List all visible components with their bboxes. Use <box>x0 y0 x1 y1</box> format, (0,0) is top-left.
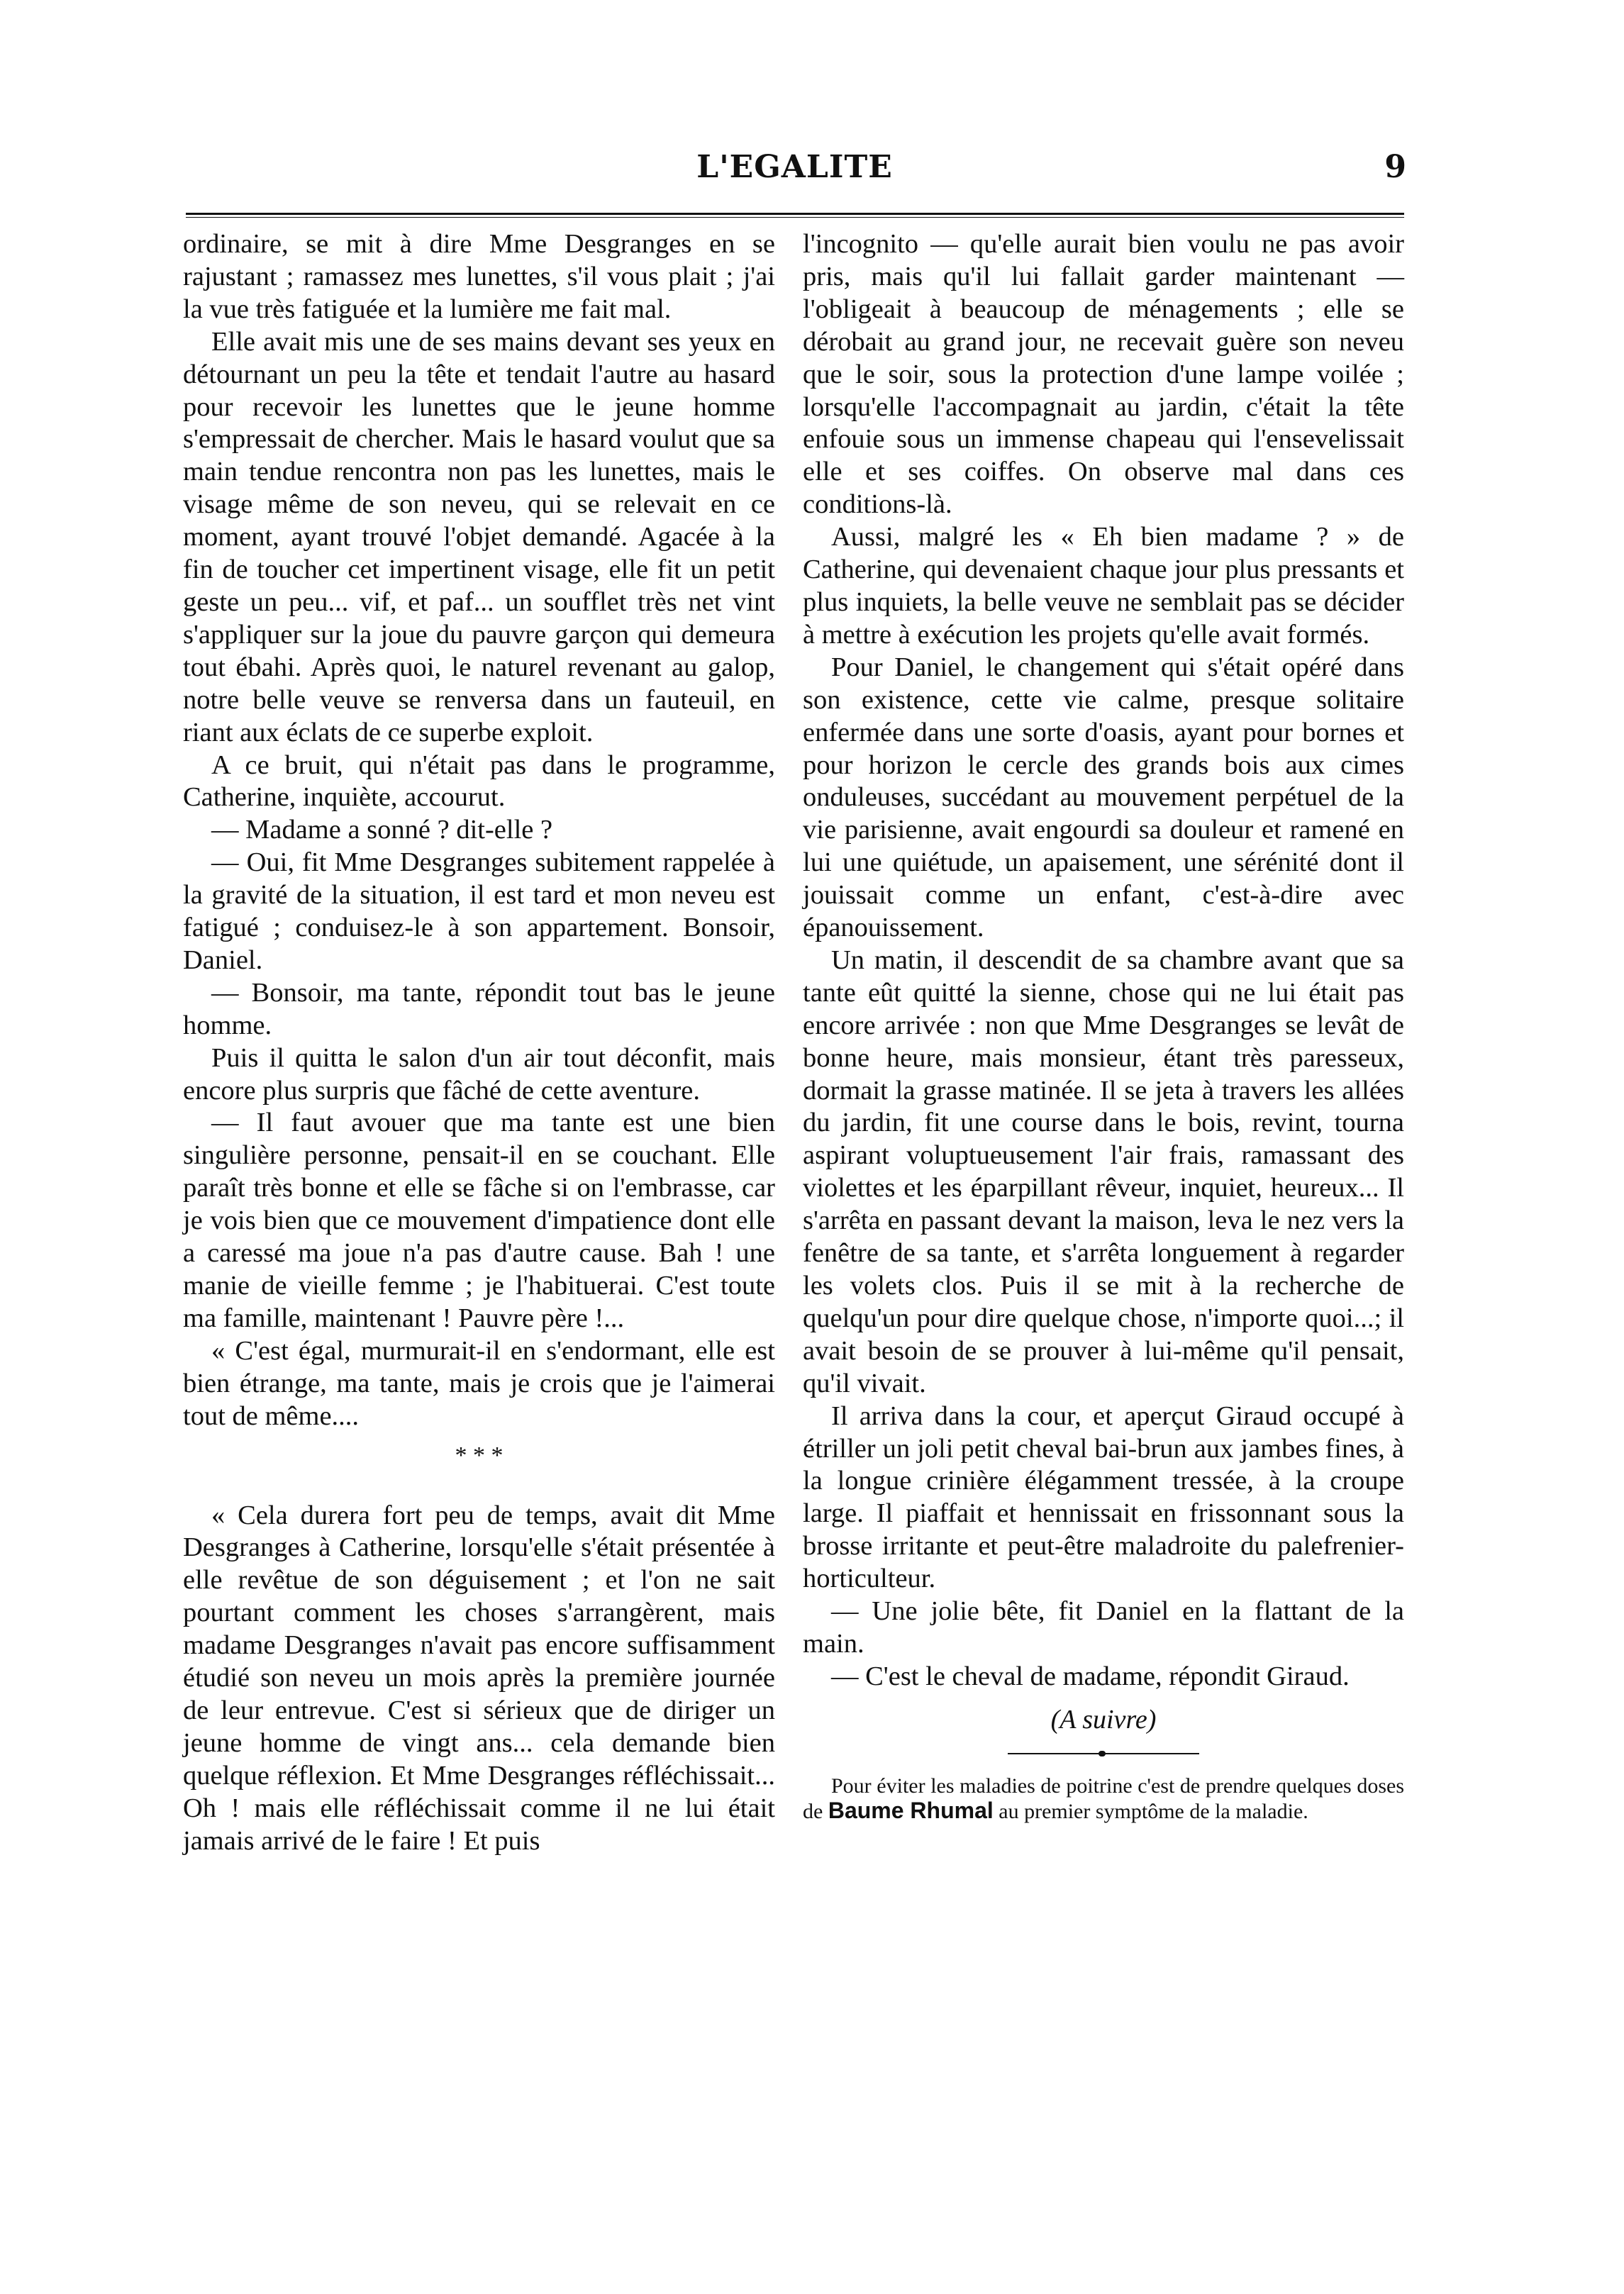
section-separator: * * * <box>455 1442 504 1469</box>
paragraph: Un matin, il descendit de sa chambre avant que sa tante eût quitté la sienne, chose qui ne lui était pas encore arrivée : non que Mme Desgranges se levât de bonne heure, mais monsieur, étant très paresseux, dormait la grasse matinée. Il se jeta à travers les allées du jardin, fit une course dans le bois, revint, tourna aspirant voluptueusement l'air frais, ramassant des violettes et les éparpillant rêveur, inquiet, heureux... Il s'arrêta en passant devant la maison, leva le nez vers la fenêtre de sa tante, et s'arrêta longuement à regarder les volets clos. Puis il se mit à la recherche de quelqu'un pour dire quelque chose, n'importe quoi...; il avait besoin de se prouver à lui-même qu'il pensait, qu'il vivait. <box>803 945 1404 1398</box>
paragraph: « Cela durera fort peu de temps, avait dit Mme Desgranges à Catherine, lorsqu'elle s'était présentée à elle revêtue de son déguisement ; et l'on ne sait pourtant comment les choses s'arrangèrent, mais madame Desgranges n'avait pas encore suffisamment étudié son neveu un mois après la première journée de leur entrevue. C'est si sérieux que de diriger un jeune homme de vingt ans... cela demande bien quelque réflexion. Et Mme Desgranges réfléchissait... Oh ! mais elle réfléchissait comme il ne lui était jamais arrivé de le faire ! Et puis <box>183 1500 775 1856</box>
publication-title: L'EGALITE <box>696 149 893 185</box>
advertisement-brand: Baume Rhumal <box>828 1797 994 1823</box>
advertisement-text-end: au premier symptôme de la maladie. <box>993 1799 1308 1823</box>
page-header <box>183 149 1406 191</box>
paragraph: — Oui, fit Mme Desgranges subitement rappelée à la gravité de la situation, il est tard et mon neveu est fatigué ; conduisez-le à son appartement. Bonsoir, Daniel. <box>183 847 775 975</box>
paragraph: « C'est égal, murmurait-il en s'endormant, elle est bien étrange, ma tante, mais je crois que je l'aimerai tout de même.... <box>183 1335 775 1431</box>
paragraph: ordinaire, se mit à dire Mme Desgranges en se rajustant ; ramassez mes lunettes, s'il vous plait ; j'ai la vue très fatiguée et la lumière me fait mal. <box>183 229 775 324</box>
paragraph: l'incognito — qu'elle aurait bien voulu ne pas avoir pris, mais qu'il lui fallait garder maintenant — l'obligeait à beaucoup de ménagements ; elle se dérobait au grand jour, ne recevait guère son neveu que le soir, sous la protection d'une lampe voilée ; lorsqu'elle l'accompagnait au jardin, c'était la tête enfouie sous un immense chapeau qui l'ensevelissait elle et ses coiffes. On observe mal dans ces conditions-là. <box>803 229 1404 520</box>
paragraph: Puis il quitta le salon d'un air tout déconfit, mais encore plus surpris que fâché de cette aventure. <box>183 1042 775 1106</box>
to-be-continued: (A suivre) <box>1050 1704 1157 1735</box>
divider-ornament <box>1099 1751 1106 1756</box>
right-column <box>803 228 1404 1824</box>
paragraph: Aussi, malgré les « Eh bien madame ? » de Catherine, qui devenaient chaque jour plus pressants et plus inquiets, la belle veuve ne semblait pas se décider à mettre à exécution les projets qu'elle avait formés. <box>803 522 1404 650</box>
paragraph: Elle avait mis une de ses mains devant ses yeux en détournant un peu la tête et tendait l'autre au hasard pour recevoir les lunettes que le jeune homme s'empressait de chercher. Mais le hasard voulut que sa main tendue rencontra non pas les lunettes, mais le visage même de son neveu, qui se relevait en ce moment, ayant trouvé l'objet demandé. Agacée à la fin de toucher cet impertinent visage, elle fit un petit geste un peu... vif, et paf... un soufflet très net vint s'appliquer sur la joue du pauvre garçon qui demeura tout ébahi. Après quoi, le naturel revenant au galop, notre belle veuve se renversa dans un fauteuil, en riant aux éclats de ce superbe exploit. <box>183 326 775 747</box>
paragraph: — Il faut avouer que ma tante est une bien singulière personne, pensait-il en se couchant. Elle paraît très bonne et elle se fâche si on l'embrasse, car je vois bien que ce mouvement d'impatience dont elle a caressé ma joue n'a pas d'autre cause. Bah ! une manie de vieille femme ; je l'habituerai. C'est toute ma famille, maintenant ! Pauvre père !... <box>183 1108 775 1333</box>
page-number: 9 <box>1384 149 1406 185</box>
paragraph: A ce bruit, qui n'était pas dans le programme, Catherine, inquiète, accourut. <box>183 750 775 813</box>
ornamental-divider <box>1008 1752 1199 1756</box>
advertisement <box>803 1774 1404 1824</box>
left-column <box>183 228 775 1858</box>
advertisement-text: Pour éviter les maladies de poitrine c'est de prendre quelques doses de <box>803 1774 1404 1823</box>
paragraph: Il arriva dans la cour, et aperçut Giraud occupé à étriller un joli petit cheval bai-brun aux jambes fines, à la longue crinière élégamment tressée, à la croupe large. Il piaffait et hennissait en frissonnant sous la brosse irritante et peut-être maladroite du palefrenier-horticulteur. <box>803 1401 1404 1594</box>
header-rule <box>186 213 1404 218</box>
paragraph: Pour Daniel, le changement qui s'était opéré dans son existence, cette vie calme, presque solitaire enfermée dans une sorte d'oasis, ayant pour bornes et pour horizon le cercle des grands bois aux cimes onduleuses, succédant au mouvement perpétuel de la vie parisienne, avait engourdi sa douleur et ramené en lui une quiétude, un apaisement, une sérénité dont il jouissait comme un enfant, c'est-à-dire avec épanouissement. <box>803 652 1404 943</box>
paragraph: — Bonsoir, ma tante, répondit tout bas le jeune homme. <box>183 977 775 1040</box>
paragraph: — Une jolie bête, fit Daniel en la flattant de la main. <box>803 1596 1404 1659</box>
paragraph: — Madame a sonné ? dit-elle ? <box>211 815 553 845</box>
paragraph: — C'est le cheval de madame, répondit Giraud. <box>831 1661 1350 1691</box>
